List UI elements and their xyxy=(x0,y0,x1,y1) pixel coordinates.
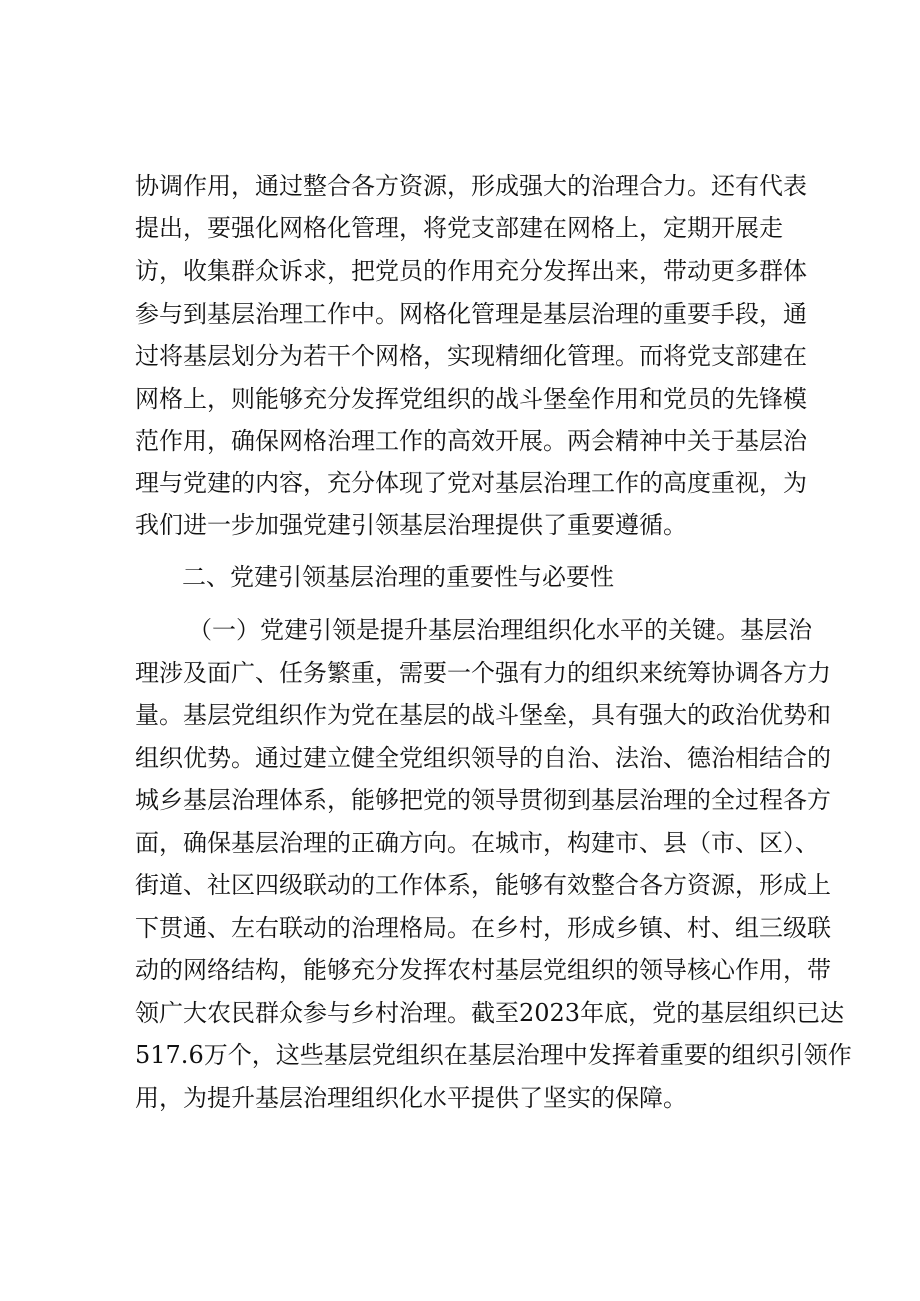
paragraph-line: 协调作用，通过整合各方资源，形成强大的治理合力。还有代表 xyxy=(135,172,807,200)
paragraph-line: 517.6万个，这些基层党组织在基层治理中发挥着重要的组织引领作 xyxy=(135,1041,852,1069)
paragraph-line: 过将基层划分为若干个网格，实现精细化管理。而将党支部建在 xyxy=(135,342,807,370)
paragraph-line: 街道、社区四级联动的工作体系，能够有效整合各方资源，形成上 xyxy=(135,871,831,899)
paragraph-line: 范作用，确保网格治理工作的高效开展。两会精神中关于基层治 xyxy=(135,427,807,455)
paragraph-line: 下贯通、左右联动的治理格局。在乡村，形成乡镇、村、组三级联 xyxy=(135,914,831,942)
paragraph-line: 网格上，则能够充分发挥党组织的战斗堡垒作用和党员的先锋模 xyxy=(135,385,807,413)
paragraph-line: 理与党建的内容，充分体现了党对基层治理工作的高度重视，为 xyxy=(135,469,807,497)
paragraph-line: 提出，要强化网格化管理，将党支部建在网格上，定期开展走 xyxy=(135,214,783,242)
paragraph-line: 城乡基层治理体系，能够把党的领导贯彻到基层治理的全过程各方 xyxy=(135,786,831,814)
paragraph-line: 组织优势。通过建立健全党组织领导的自治、法治、德治相结合的 xyxy=(135,744,831,772)
paragraph-line: 我们进一步加强党建引领基层治理提供了重要遵循。 xyxy=(135,511,687,539)
paragraph-line: 领广大农民群众参与乡村治理。截至2023年底，党的基层组织已达 xyxy=(135,999,845,1027)
paragraph-line: 量。基层党组织作为党在基层的战斗堡垒，具有强大的政治优势和 xyxy=(135,701,831,729)
paragraph-line: 参与到基层治理工作中。网格化管理是基层治理的重要手段，通 xyxy=(135,300,807,328)
paragraph-line: 访，收集群众诉求，把党员的作用充分发挥出来，带动更多群体 xyxy=(135,257,807,285)
paragraph-line: 理涉及面广、任务繁重，需要一个强有力的组织来统筹协调各方力 xyxy=(135,659,831,687)
paragraph-line: 用，为提升基层治理组织化水平提供了坚实的保障。 xyxy=(135,1084,687,1112)
section-heading: 二、党建引领基层治理的重要性与必要性 xyxy=(182,563,614,591)
paragraph-line: 面，确保基层治理的正确方向。在城市，构建市、县（市、区）、 xyxy=(135,829,819,857)
paragraph-line: 动的网络结构，能够充分发挥农村基层党组织的领导核心作用，带 xyxy=(135,956,831,984)
paragraph-line: （一）党建引领是提升基层治理组织化水平的关键。基层治 xyxy=(188,616,812,644)
